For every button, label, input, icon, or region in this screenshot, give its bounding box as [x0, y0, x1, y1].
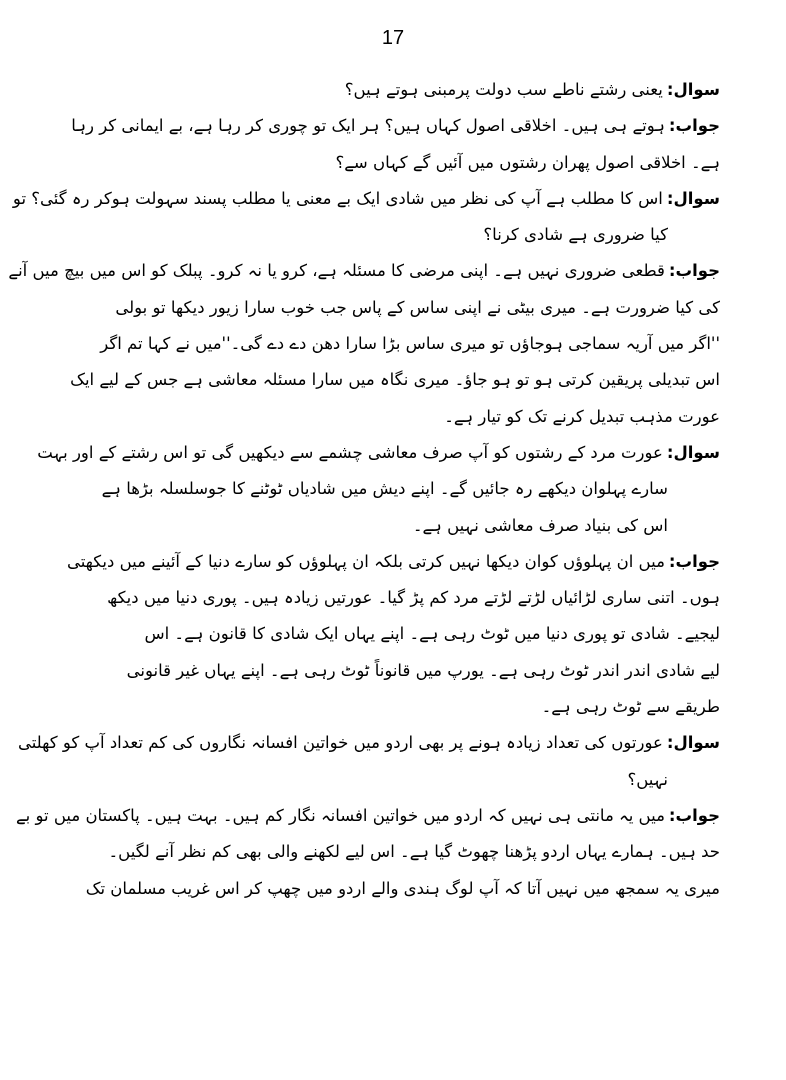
answer-3: [66, 544, 720, 725]
question-label: سوال:: [666, 188, 720, 208]
text-line: لیجیے۔ شادی تو پوری دنیا میں ٹوٹ رہی ہے۔ اپنے یہاں ایک شادی کا قانون ہے۔ اس: [144, 624, 720, 644]
text-line: کیا ضروری ہے شادی کرنا؟: [483, 225, 668, 245]
answer-1: [71, 108, 720, 181]
question-1: [100, 72, 720, 108]
text-line: لیے شادی اندر اندر ٹوٹ رہی ہے۔ یورپ میں قانوناً ٹوٹ رہی ہے۔ اپنے یہاں غیر قانونی: [126, 660, 720, 680]
line-text: عورت مرد کے رشتوں کو آپ صرف معاشی چشمے سے دیکھیں گی تو اس رشتے کے اور بہت: [37, 442, 663, 462]
interview-text: [8, 72, 720, 907]
text-line: [15, 798, 720, 834]
text-line: کی کیا ضرورت ہے۔ میری بیٹی نے اپنی ساس کے پاس جب خوب سارا زیور دیکھا تو بولی: [115, 297, 720, 317]
text-line: نہیں؟: [627, 769, 668, 789]
text-line: میری یہ سمجھ میں نہیں آتا کہ آپ لوگ ہندی والے اردو میں چھپ کر اس غریب مسلمان تک: [85, 878, 720, 898]
text-line: [8, 253, 720, 289]
line-text: یعنی رشتے ناطے سب دولت پرمبنی ہوتے ہیں؟: [344, 80, 663, 99]
text-line: [100, 72, 720, 108]
text-line: سارے پہلوان دیکھے رہ جائیں گے۔ اپنے دیش میں شادیاں ٹوٹنے کا جوسلسلہ بڑھا ہے: [101, 479, 668, 499]
line-text: اس کا مطلب ہے آپ کی نظر میں شادی ایک بے معنی یا مطلب پسند سہولت ہوکر رہ گئی؟ تو: [12, 188, 663, 208]
question-4: [17, 725, 720, 798]
question-2: [12, 181, 720, 254]
answer-label: جواب:: [668, 551, 720, 571]
answer-label: جواب:: [668, 805, 720, 825]
question-label: سوال:: [666, 442, 720, 462]
text-line: عورت مذہب تبدیل کرنے تک کو تیار ہے۔: [444, 406, 720, 426]
line-text: میں ان پہلوؤں کوان دیکھا نہیں کرتی بلکہ ان پہلوؤں کو سارے دنیا کے آئینے میں دیکھتی: [66, 551, 665, 571]
text-line: اس کی بنیاد صرف معاشی نہیں ہے۔: [412, 515, 668, 535]
line-text: ہوتے ہی ہیں۔ اخلاقی اصول کہاں ہیں؟ ہر ایک تو چوری کر رہا ہے، بے ایمانی کر رہا: [71, 116, 665, 136]
text-line: [17, 725, 720, 761]
text-line: حد ہیں۔ ہمارے یہاں اردو پڑھنا چھوٹ گیا ہے۔ اس لیے لکھنے والی بھی کم نظر آنے لگیں۔: [108, 842, 720, 862]
text-line: [71, 108, 720, 144]
text-line: اس تبدیلی پریقین کرتی ہو تو ہو جاؤ۔ میری نگاہ میں سارا مسئلہ معاشی ہے جس کے لیے ایک: [70, 370, 720, 390]
line-text: عورتوں کی تعداد زیادہ ہونے پر بھی اردو میں خواتین افسانہ نگاروں کی کم تعداد آپ کو کھلتی: [17, 733, 663, 753]
line-text: قطعی ضروری نہیں ہے۔ اپنی مرضی کا مسئلہ ہے، کرو یا نہ کرو۔ پبلک کو اس میں بیچ میں آنے: [8, 261, 665, 281]
answer-label: جواب:: [668, 261, 720, 281]
text-line: [12, 181, 720, 217]
answer-2: [8, 253, 720, 434]
page-number: 17: [381, 27, 405, 49]
answer-label: جواب:: [668, 116, 720, 136]
text-line: ہے۔ اخلاقی اصول پھران رشتوں میں آئیں گے کہاں سے؟: [335, 152, 720, 172]
question-3: [37, 435, 720, 544]
answer-4: [15, 798, 720, 907]
line-text: میں یہ مانتی ہی نہیں کہ اردو میں خواتین افسانہ نگار کم ہیں۔ بہت ہیں۔ پاکستان میں تو بے: [15, 805, 665, 825]
question-label: سوال:: [666, 733, 720, 753]
text-line: ہوں۔ اتنی ساری لڑائیاں لڑتے لڑتے مرد کم پڑ گیا۔ عورتیں زیادہ ہیں۔ پوری دنیا میں دیکھ: [107, 588, 720, 608]
question-label: سوال:: [666, 80, 720, 99]
text-line: [37, 435, 720, 471]
text-line: [66, 544, 720, 580]
text-line: ''اگر میں آریہ سماجی ہوجاؤں تو میری ساس بڑا سارا دھن دے دے گی۔''میں نے کہا تم اگر: [100, 334, 720, 354]
text-line: طریقے سے ٹوٹ رہی ہے۔: [541, 697, 720, 717]
